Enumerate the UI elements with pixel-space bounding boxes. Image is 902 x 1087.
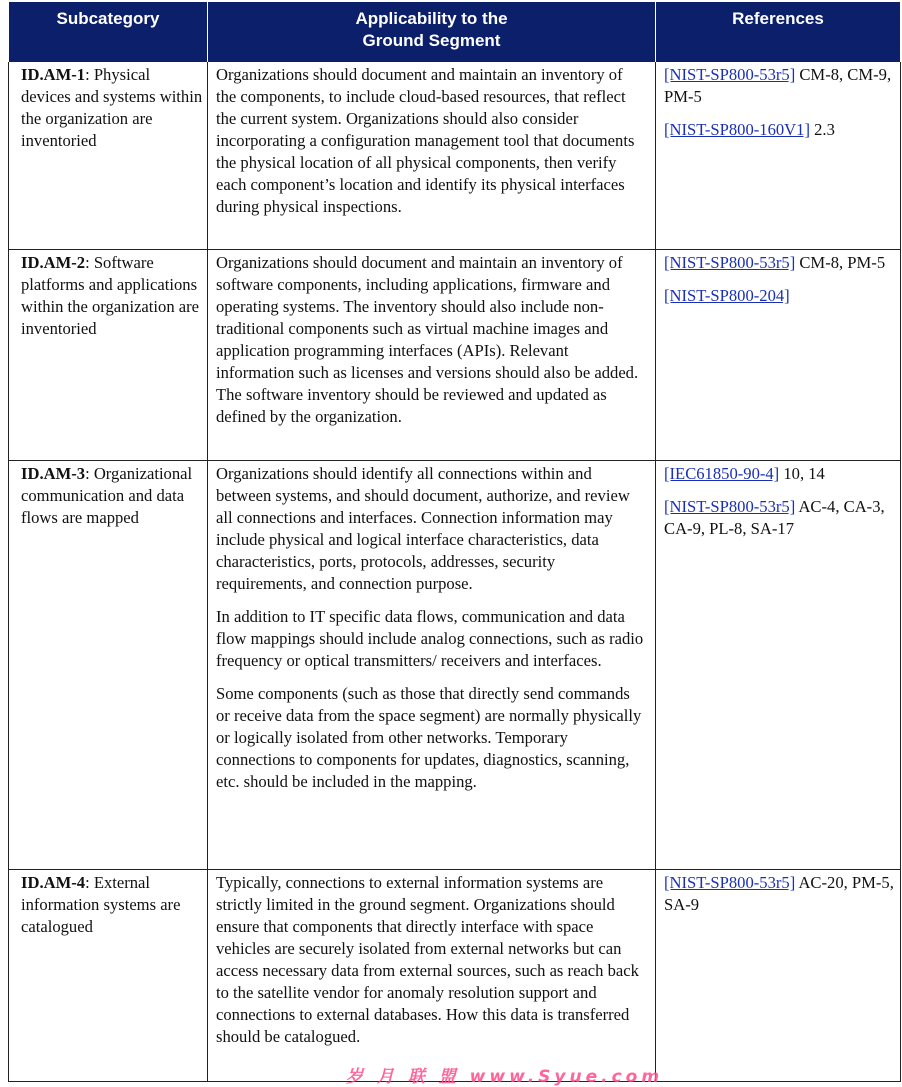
subcategory-title: : Organizational communication and data flows are mapped bbox=[21, 464, 193, 527]
reference-item bbox=[664, 252, 894, 274]
reference-controls: 10, 14 bbox=[779, 464, 825, 483]
references-cell bbox=[656, 461, 901, 870]
applicability-paragraph: In addition to IT specific data flows, communication and data flow mappings should include analog connections, such as radio frequency or optical transmitters/ receivers and interfaces. bbox=[216, 607, 644, 670]
references-cell bbox=[656, 870, 901, 1082]
reference-link[interactable]: [NIST-SP800-53r5] bbox=[664, 65, 796, 84]
reference-controls: AC-20, PM-5, SA-9 bbox=[664, 873, 894, 914]
applicability-cell bbox=[208, 870, 656, 1082]
reference-item bbox=[664, 872, 894, 916]
watermark: 岁 月 联 盟 www.Syue.com bbox=[346, 1067, 664, 1087]
applicability-paragraph: Organizations should document and maintain an inventory of software components, including applications, firmware and operating systems. The inventory should also include non-traditional components such as virtual machine images and application programming interfaces (APIs). Relevant information such as licenses and versions should also be added. The software inventory should be reviewed and updated as defined by the organization. bbox=[216, 253, 639, 426]
header-applicability bbox=[208, 2, 656, 62]
subcategory-title: : Physical devices and systems within the organization are inventoried bbox=[21, 65, 203, 150]
header-subcategory: Subcategory bbox=[9, 2, 208, 62]
subcategory-cell bbox=[9, 62, 208, 250]
subcategory-id: ID.AM-3 bbox=[21, 464, 86, 483]
header-applicability-line2: Ground Segment bbox=[362, 31, 501, 50]
reference-link[interactable]: [NIST-SP800-160V1] bbox=[664, 120, 810, 139]
table-row bbox=[9, 62, 901, 250]
subcategory-id: ID.AM-4 bbox=[21, 873, 86, 892]
applicability-paragraph: Some components (such as those that directly send commands or receive data from the space segment) are normally physically or logically isolated from other networks. Temporary connections to components for updates, diagnostics, scanning, etc. should be included in the mapping. bbox=[216, 684, 642, 791]
subcategory-id: ID.AM-1 bbox=[21, 65, 86, 84]
table-row bbox=[9, 870, 901, 1082]
reference-controls: AC-4, CA-3, CA-9, PL-8, SA-17 bbox=[664, 497, 885, 538]
references-cell bbox=[656, 62, 901, 250]
reference-link[interactable]: [IEC61850-90-4] bbox=[664, 464, 780, 483]
subcategory-cell bbox=[9, 250, 208, 461]
applicability-cell bbox=[208, 62, 656, 250]
reference-controls: 2.3 bbox=[809, 120, 835, 139]
subcategory-title: : External information systems are catalogued bbox=[21, 873, 181, 936]
reference-item bbox=[664, 64, 894, 108]
reference-controls: CM-8, PM-5 bbox=[795, 253, 886, 272]
subcategory-id: ID.AM-2 bbox=[21, 253, 86, 272]
reference-item bbox=[664, 119, 894, 141]
applicability-cell bbox=[208, 461, 656, 870]
reference-link[interactable]: [NIST-SP800-204] bbox=[664, 286, 790, 305]
table-row bbox=[9, 461, 901, 870]
applicability-paragraph: Organizations should identify all connections within and between systems, and should document, authorize, and review all connections and interfaces. Connection information may include physical and logical interface characteristics, data characteristics, ports, protocols, addresses, security requirements, and connection purpose. bbox=[216, 464, 630, 593]
reference-link[interactable]: [NIST-SP800-53r5] bbox=[664, 873, 796, 892]
reference-item bbox=[664, 496, 894, 540]
reference-controls: CM-8, CM-9, PM-5 bbox=[664, 65, 892, 106]
reference-item bbox=[664, 463, 894, 485]
reference-link[interactable]: [NIST-SP800-53r5] bbox=[664, 497, 796, 516]
references-cell bbox=[656, 250, 901, 461]
reference-item bbox=[664, 285, 894, 307]
subcategory-title: : Software platforms and applications within the organization are inventoried bbox=[21, 253, 200, 338]
applicability-cell bbox=[208, 250, 656, 461]
applicability-paragraph: Organizations should document and maintain an inventory of the components, to include cloud-based resources, that reflect the current system. Organizations should also consider incorporating a configuration management tool that documents the physical location of all physical components, then verify each component’s location and identify its physical interfaces during physical inspections. bbox=[216, 65, 635, 216]
subcategory-cell bbox=[9, 461, 208, 870]
header-row bbox=[9, 2, 901, 62]
reference-link[interactable]: [NIST-SP800-53r5] bbox=[664, 253, 796, 272]
table-row bbox=[9, 250, 901, 461]
applicability-paragraph: Typically, connections to external information systems are strictly limited in the ground segment. Organizations should ensure that components that directly interface with space vehicles are securely isolated from external networks but can access necessary data from external sources, such as reach back to the satellite vendor for anomaly resolution support and connections to external databases. How this data is transferred should be catalogued. bbox=[216, 873, 639, 1046]
header-applicability-line1: Applicability to the bbox=[355, 9, 508, 28]
header-references: References bbox=[656, 2, 901, 62]
subcategory-cell bbox=[9, 870, 208, 1082]
subcategory-table bbox=[8, 2, 901, 1082]
